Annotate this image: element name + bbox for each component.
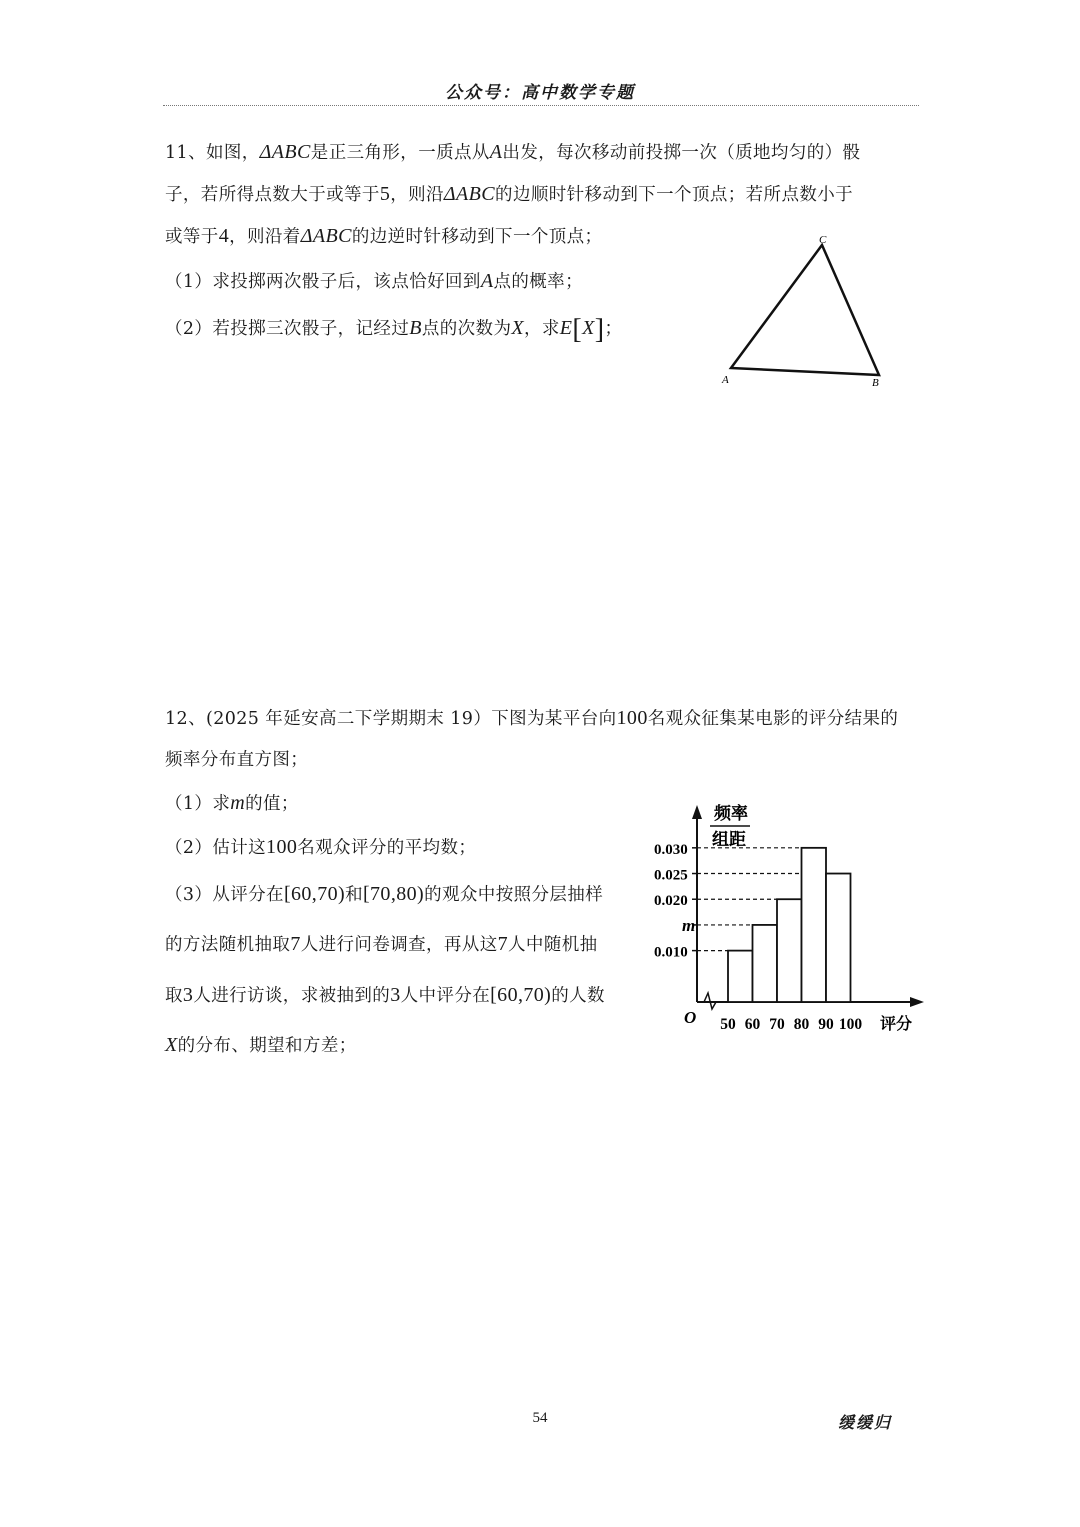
bar-90-100 bbox=[826, 874, 851, 1002]
y-axis-arrow bbox=[692, 805, 702, 819]
bar-70-80 bbox=[777, 899, 802, 1002]
y-tick-label-4: 0.030 bbox=[654, 841, 688, 858]
bar-60-70 bbox=[753, 925, 778, 1002]
x-tick-label-70: 70 bbox=[769, 1016, 785, 1033]
q12-line-2: 频率分布直方图； bbox=[165, 750, 309, 770]
q11-line-1: 11、如图，ΔABC是正三角形，一质点从A出发，每次移动前投掷一次（质地均匀的）骰 bbox=[165, 141, 861, 163]
footer-author: 缓缓归 bbox=[838, 1413, 893, 1432]
bar-80-90 bbox=[802, 848, 827, 1002]
q12-line-1: 12、(2025 年延安高二下学期期末 19）下图为某平台向100名观众征集某电影的评分结果的 bbox=[165, 707, 899, 729]
q11-line-2: 子，若所得点数大于或等于5，则沿ΔABC的边顺时针移动到下一个顶点；若所点数小于 bbox=[165, 183, 854, 205]
x-tick-label-80: 80 bbox=[793, 1016, 810, 1033]
q12-part-3: （3）从评分在[60,70)和[70,80)的观众中按照分层抽样 bbox=[165, 883, 604, 905]
y-label-bottom: 组距 bbox=[712, 830, 746, 849]
x-axis-label: 评分 bbox=[880, 1016, 913, 1033]
page-number: 54 bbox=[532, 1410, 548, 1426]
q11-line-3: 或等于4，则沿着ΔABC的边逆时针移动到下一个顶点； bbox=[165, 225, 603, 247]
x-tick-label-50: 50 bbox=[720, 1016, 736, 1033]
y-tick-label-3: 0.025 bbox=[654, 867, 688, 884]
header-divider bbox=[163, 105, 919, 106]
page-header-title: 公众号：高中数学专题 bbox=[445, 83, 635, 103]
vertex-label-b: B bbox=[872, 377, 879, 389]
q12-part-2: （2）估计这100名观众评分的平均数； bbox=[165, 836, 477, 858]
x-axis-arrow bbox=[910, 997, 924, 1007]
triangle-abc bbox=[731, 245, 879, 375]
q11-part-2: （2）若投掷三次骰子，记经过B点的次数为X，求E[X]； bbox=[165, 314, 623, 345]
origin-label: O bbox=[684, 1008, 697, 1027]
vertex-label-a: A bbox=[722, 374, 729, 386]
q12-part-1: （1）求m的值； bbox=[165, 792, 299, 814]
frequency-histogram bbox=[640, 795, 930, 1045]
y-label-top: 频率 bbox=[714, 804, 748, 823]
x-tick-label-60: 60 bbox=[744, 1016, 761, 1033]
q12-line-4: 的方法随机抽取7人进行问卷调查，再从这7人中随机抽 bbox=[165, 933, 598, 955]
vertex-label-c: C bbox=[819, 234, 827, 246]
x-tick-label-100: 100 bbox=[838, 1016, 863, 1033]
y-tick-label-0: 0.010 bbox=[654, 944, 688, 961]
y-tick-label-1: m bbox=[682, 915, 696, 935]
y-tick-label-2: 0.020 bbox=[654, 893, 688, 910]
q12-line-6: X的分布、期望和方差； bbox=[165, 1034, 357, 1056]
q11-part-1: （1）求投掷两次骰子后，该点恰好回到A点的概率； bbox=[165, 270, 583, 292]
q12-line-5: 取3人进行访谈，求被抽到的3人中评分在[60,70)的人数 bbox=[165, 984, 605, 1006]
bar-50-60 bbox=[728, 951, 753, 1002]
x-tick-label-90: 90 bbox=[818, 1016, 834, 1033]
triangle-figure bbox=[715, 230, 895, 390]
